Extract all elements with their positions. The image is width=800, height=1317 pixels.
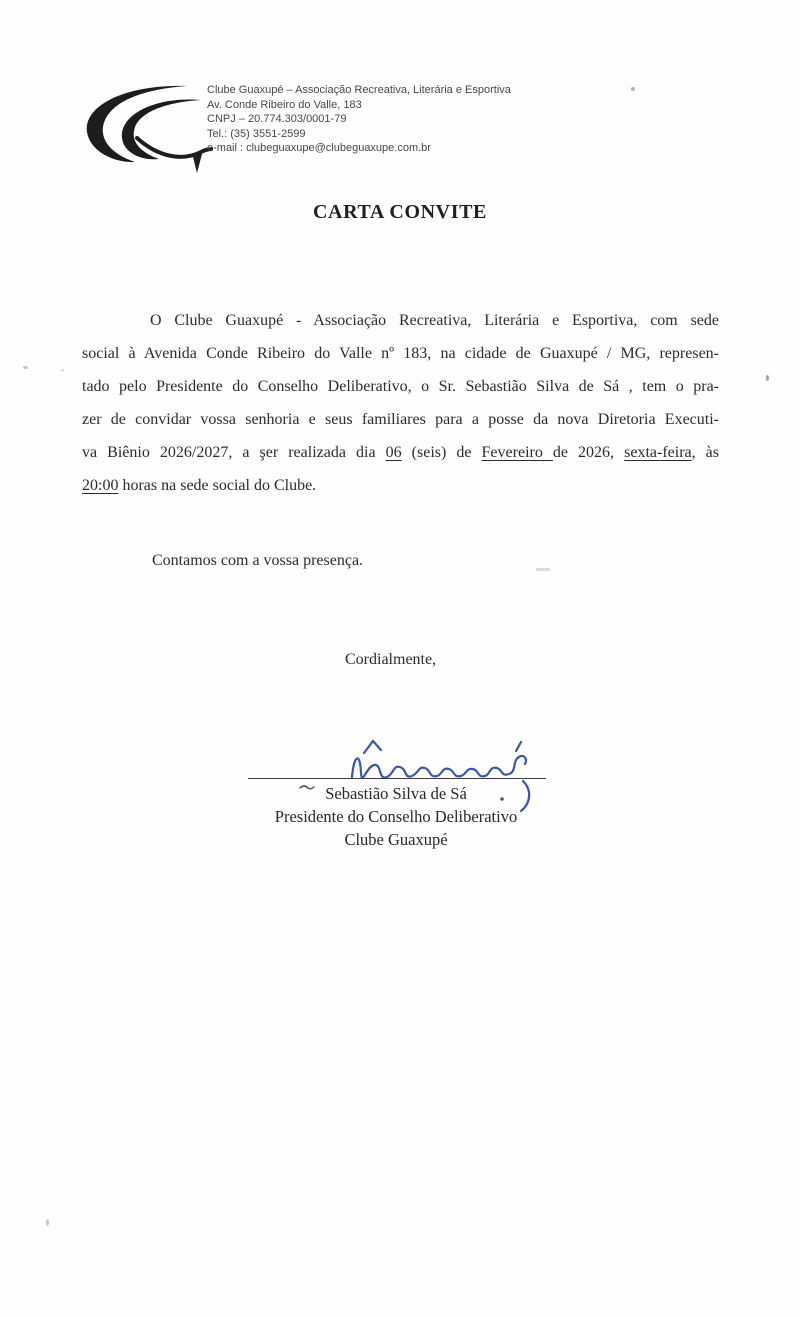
letterhead-line: Tel.: (35) 3551-2599 <box>207 127 306 140</box>
scan-speck <box>631 87 635 91</box>
letterhead-line: CNPJ – 20.774.303/0001-79 <box>207 113 347 126</box>
body-text: , às <box>691 444 720 461</box>
closing-request: Contamos com a vossa presença. <box>152 552 364 569</box>
body-line <box>82 337 719 370</box>
body-line <box>82 403 719 436</box>
signatory-name: Sebastião Silva de Sá <box>325 784 467 803</box>
body-text: O Clube Guaxupé - Associação Recreativa, Literária e Esportiva, com sede <box>150 312 719 329</box>
signature-line <box>248 778 546 779</box>
closing-salutation: Cordialmente, <box>345 651 437 668</box>
body-text: zer de convidar vossa senhoria e seus familiares para a posse da nova Diretoria Executi- <box>82 411 719 428</box>
clube-guaxupe-logo <box>75 80 213 175</box>
underlined-text: sexta-feira <box>624 444 692 461</box>
body-line <box>82 370 719 403</box>
body-text: (seis) de <box>401 444 482 461</box>
signature-block <box>240 782 552 851</box>
signatory-organization: Clube Guaxupé <box>344 830 448 849</box>
body-line <box>82 469 719 502</box>
body-text: social à Avenida Conde Ribeiro do Valle nº 183, na cidade de Guaxupé / MG, represen- <box>82 345 719 362</box>
scan-speck <box>536 568 550 571</box>
scan-speck <box>766 375 769 381</box>
body-line <box>82 304 719 337</box>
underlined-text: Fevereiro <box>481 444 553 461</box>
scan-speck <box>23 366 28 369</box>
scan-speck <box>61 369 64 371</box>
body-line <box>82 436 719 469</box>
letterhead-line: e-mail : clubeguaxupe@clubeguaxupe.com.br <box>207 142 431 155</box>
scan-speck <box>46 1219 49 1226</box>
letterhead-text <box>207 83 511 156</box>
signatory-role: Presidente do Conselho Deliberativo <box>274 807 518 826</box>
body-text: tado pelo Presidente do Conselho Deliberativo, o Sr. Sebastião Silva de Sá , tem o pra- <box>82 378 719 395</box>
underlined-text: 20:00 <box>82 477 119 494</box>
letterhead-line: Clube Guaxupé – Associação Recreativa, Literária e Esportiva <box>207 84 511 96</box>
body-paragraph <box>82 304 719 502</box>
body-text: horas na sede social do Clube. <box>118 477 317 494</box>
page-title: CARTA CONVITE <box>313 201 487 223</box>
underlined-text: 06 <box>385 444 402 461</box>
letterhead-line: Av. Conde Ribeiro do Valle, 183 <box>207 98 362 111</box>
body-text: de 2026, <box>552 444 625 461</box>
body-text: va Biênio 2026/2027, a şer realizada dia <box>82 444 386 461</box>
